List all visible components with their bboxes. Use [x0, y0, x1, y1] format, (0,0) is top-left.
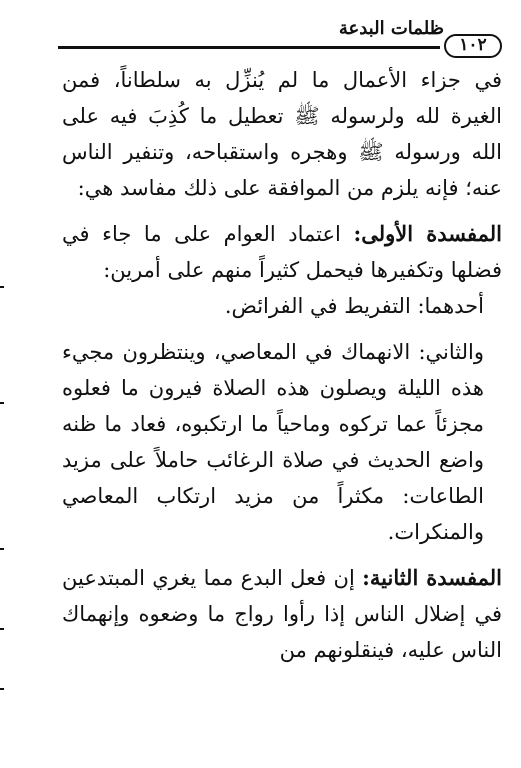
page-header: [58, 14, 502, 54]
edge-mark: [0, 402, 4, 404]
paragraph-first-matter: [62, 288, 502, 324]
paragraph-first-harm: [62, 216, 502, 288]
paragraph-lead: المفسدة الثانية:: [362, 565, 503, 590]
paragraph-second-matter: [62, 334, 502, 550]
paragraph-text: أحدهما: التفريط في الفرائض.: [224, 294, 484, 318]
paragraph-text: والثاني: الانهماك في المعاصي، وينتظرون مجيء هذه الليلة ويصلون هذه الصلاة فيرون ما فعلوه مجزئاً عما تركوه وماحياً ما ارتكبوه، فعاد ما ظنه واضع الحديث في صلاة الرغائب حاملاً على مزيد الطاعات: مكثراً من مزيد ارتكاب المعاصي والمنكرات.: [62, 340, 484, 544]
header-rule: [58, 46, 440, 49]
edge-mark: [0, 628, 4, 630]
body-text: [62, 62, 502, 668]
edge-mark: [0, 548, 4, 550]
paragraph-second-harm: [62, 560, 502, 668]
paragraph-lead: المفسدة الأولى:: [353, 221, 502, 246]
running-title: ظلمات البدعة: [338, 18, 444, 39]
paragraph-text: إن فعل البدع مما يغري المبتدعين في إضلال الناس إذا رأوا رواج ما وضعوه وإنهماك الناس عليه، فينقلونهم من: [62, 566, 502, 662]
paragraph-text: اعتماد العوام على ما جاء في فضلها وتكفيرها فيحمل كثيراً منهم على أمرين:: [62, 222, 502, 282]
edge-mark: [0, 286, 4, 288]
edge-mark: [0, 688, 4, 690]
page-number-badge: ١٠٢: [444, 34, 502, 58]
paragraph-intro: [62, 62, 502, 206]
paragraph-text: في جزاء الأعمال ما لم يُنزِّل به سلطاناً، فمن الغيرة لله ولرسوله ﷺ تعطيل ما كُذِبَ فيه على الله ورسوله ﷺ وهجره واستقباحه، وتنفير الناس عنه؛ فإنه يلزم من الموافقة على ذلك مفاسد هي:: [62, 68, 502, 200]
